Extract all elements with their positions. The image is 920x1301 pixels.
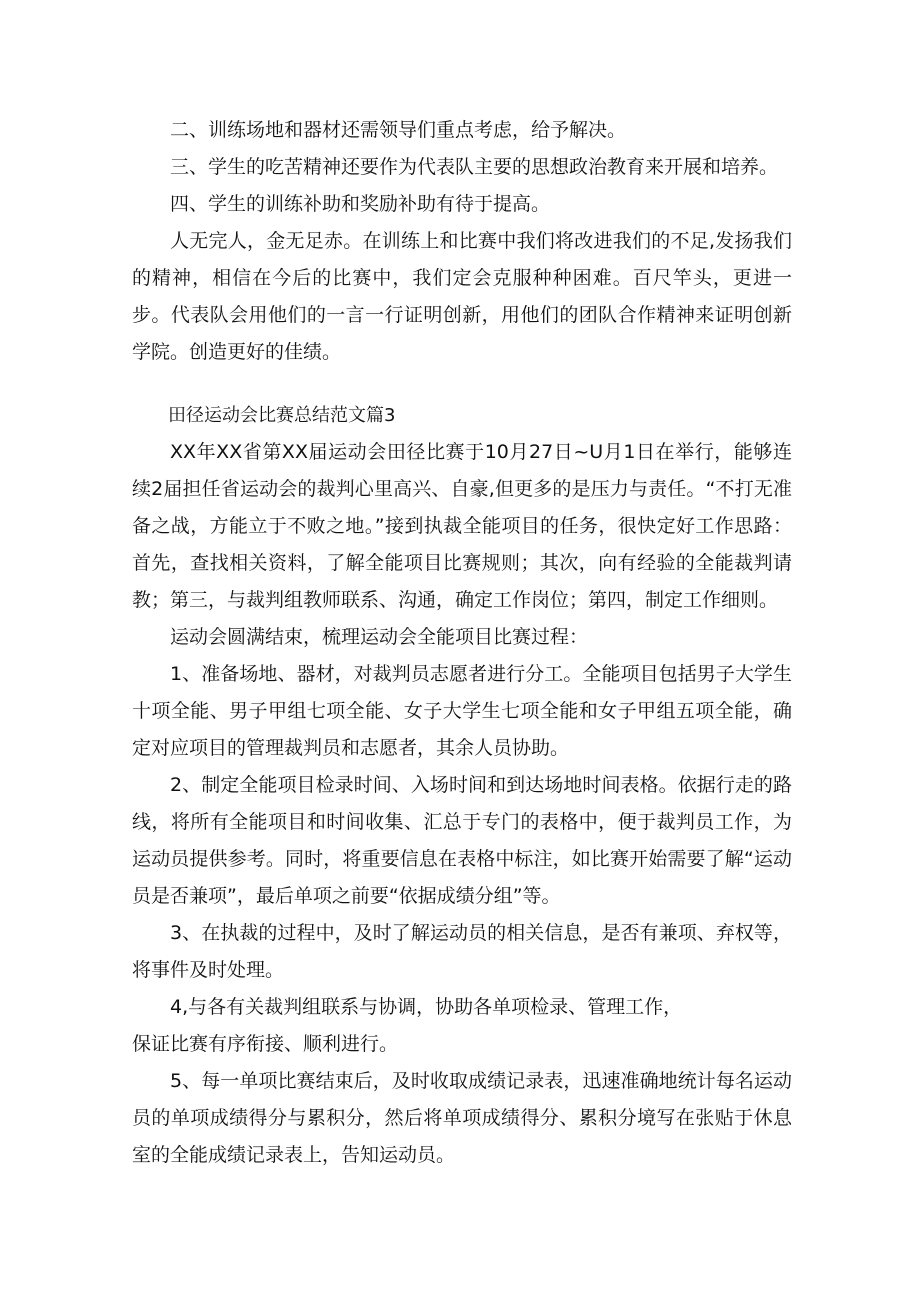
paragraph-item-5: 5、每一单项比赛结束后，及时收取成绩记录表，迅速准确地统计每名运动员的单项成绩得分与累积分，然后将单项成绩得分、累积分境写在张贴于休息室的全能成绩记录表上，告知运动员。 (132, 1070, 792, 1166)
paragraph-item-2: 2、制定全能项目检录时间、入场时间和到达场地时间表格。依据行走的路线，将所有全能项目和时间收集、汇总于专门的表格中，便于裁判员工作，为运动员提供参考。同时，将重要信息在表格中标注，如比赛开始需要了解“运动员是否兼项”，最后单项之前要“依据成绩分组”等。 (132, 774, 792, 907)
paragraph-4: 四、学生的训练补助和奖励补助有待于提高。 (170, 193, 551, 215)
paragraph-2: 二、训练场地和器材还需领导们重点考虑，给予解决。 (170, 119, 627, 141)
paragraph-summary: 人无完人，金无足赤。在训练上和比赛中我们将改进我们的不足,发扬我们的精神，相信在今后的比赛中，我们定会克服种种困难。百尺竿头，更进一步。代表队会用他们的一言一行证明创新，用他们的团队合作精神来证明创新学院。创造更好的佳绩。 (132, 230, 792, 363)
paragraph-item-4 (132, 989, 792, 1063)
paragraph-process: 运动会圆满结束，梳理运动会全能项目比赛过程： (170, 626, 589, 648)
paragraph-item-3: 3、在执裁的过程中，及时了解运动员的相关信息，是否有兼项、弃权等，将事件及时处理。 (132, 922, 792, 981)
paragraph-item-4-line-2: 保证比赛有序衔接、顺利进行。 (132, 1033, 399, 1055)
paragraph-item-1: 1、准备场地、器材，对裁判员志愿者进行分工。全能项目包括男子大学生十项全能、男子甲组七项全能、女子大学生七项全能和女子甲组五项全能，确定对应项目的管理裁判员和志愿者，其余人员协助。 (132, 663, 792, 759)
paragraph-intro: XX年XX省第XX届运动会田径比赛于10月27日~U月1日在举行，能够连续2届担任省运动会的裁判心里高兴、自豪,但更多的是压力与责任。“不打无准备之战，方能立于不败之地。”接到执裁全能项目的任务，很快定好工作思路：首先，查找相关资料，了解全能项目比赛规则；其次，向有经验的全能裁判请教；第三，与裁判组教师联系、沟通，确定工作岗位；第四，制定工作细则。 (132, 441, 792, 611)
paragraph-3: 三、学生的吃苦精神还要作为代表队主要的思想政治教育来开展和培养。 (170, 156, 779, 178)
paragraph-item-4-line-1: 4,与各有关裁判组联系与协调，协助各单项检录、管理工作， (170, 996, 683, 1018)
document-body (132, 112, 792, 1174)
section-title: 田径运动会比赛总结范文篇3 (168, 405, 396, 426)
